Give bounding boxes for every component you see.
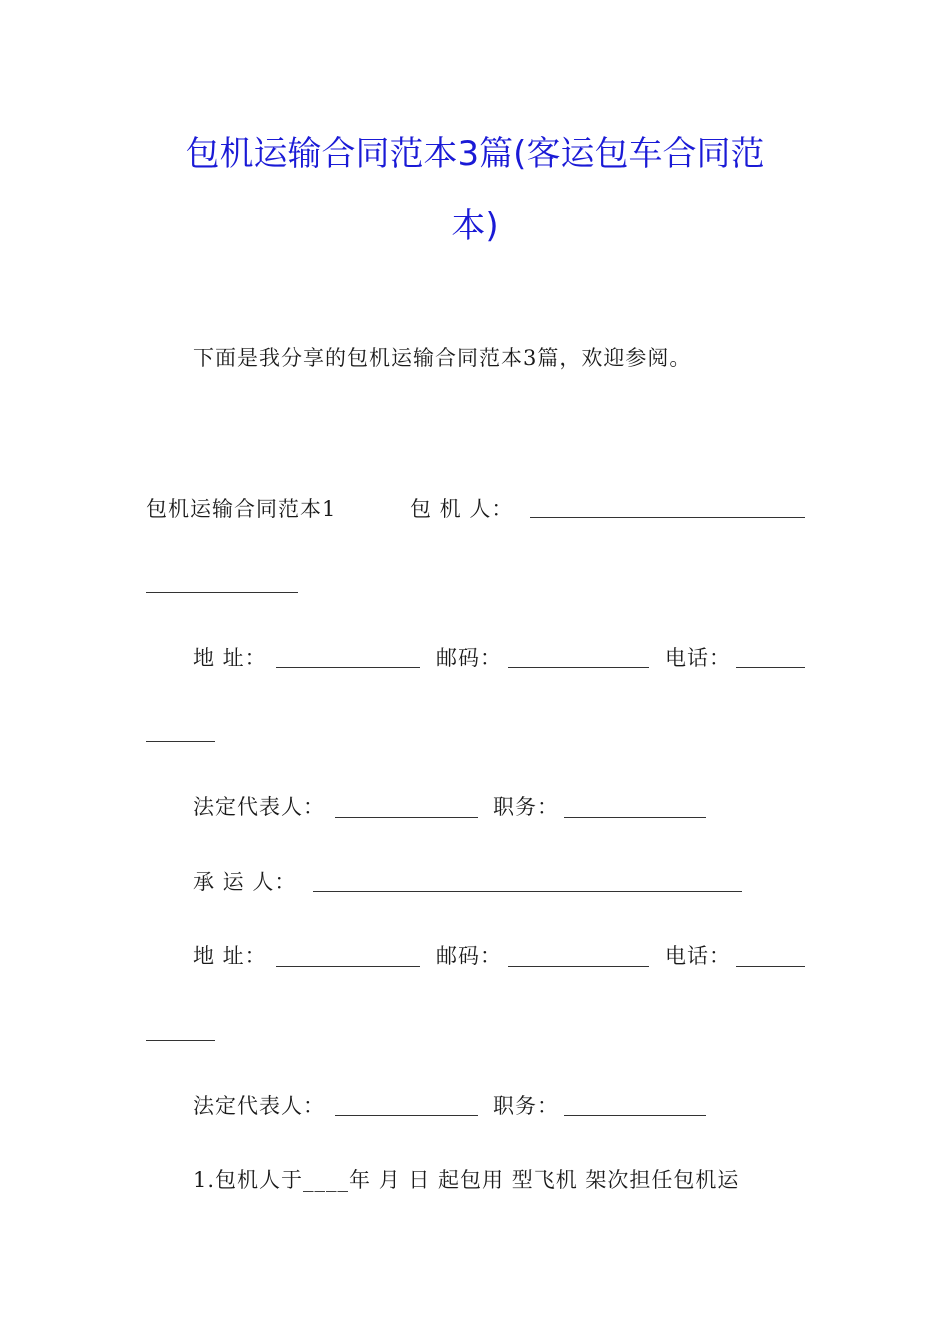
carrier-address-blank[interactable] <box>276 966 420 967</box>
section-1-heading: 包机运输合同范本1 <box>146 497 337 521</box>
carrier-phone-label: 电话： <box>665 944 731 968</box>
carrier-legal-rep-label: 法定代表人： <box>193 1094 325 1118</box>
charterer-position-label: 职务： <box>493 795 559 819</box>
carrier-position-blank[interactable] <box>564 1115 706 1116</box>
charterer-address-label: 地 址： <box>193 646 267 670</box>
charterer-address-blank[interactable] <box>276 667 420 668</box>
intro-paragraph: 下面是我分享的包机运输合同范本3篇，欢迎参阅。 <box>193 346 692 370</box>
charterer-position-blank[interactable] <box>564 817 706 818</box>
carrier-blank[interactable] <box>313 891 742 892</box>
charterer-phone-blank-continued[interactable] <box>146 741 215 742</box>
charterer-label: 包 机 人： <box>410 497 514 521</box>
carrier-postcode-label: 邮码： <box>436 944 502 968</box>
document-title-line-2: 本) <box>451 206 499 246</box>
carrier-phone-blank-continued[interactable] <box>146 1040 215 1041</box>
document-title-line-1: 包机运输合同范本3篇(客运包车合同范 <box>185 134 765 174</box>
charterer-blank-continued[interactable] <box>146 592 298 593</box>
carrier-legal-rep-blank[interactable] <box>335 1115 478 1116</box>
carrier-postcode-blank[interactable] <box>508 966 649 967</box>
charterer-legal-rep-label: 法定代表人： <box>193 795 325 819</box>
carrier-position-label: 职务： <box>493 1094 559 1118</box>
charterer-phone-blank[interactable] <box>736 667 805 668</box>
carrier-address-label: 地 址： <box>193 944 267 968</box>
charterer-phone-label: 电话： <box>665 646 731 670</box>
carrier-label: 承 运 人： <box>193 870 297 894</box>
charterer-postcode-blank[interactable] <box>508 667 649 668</box>
clause-1: 1.包机人于____年 月 日 起包用 型飞机 架次担任包机运 <box>193 1168 740 1192</box>
charterer-legal-rep-blank[interactable] <box>335 817 478 818</box>
charterer-blank[interactable] <box>530 517 805 518</box>
charterer-postcode-label: 邮码： <box>436 646 502 670</box>
carrier-phone-blank[interactable] <box>736 966 805 967</box>
